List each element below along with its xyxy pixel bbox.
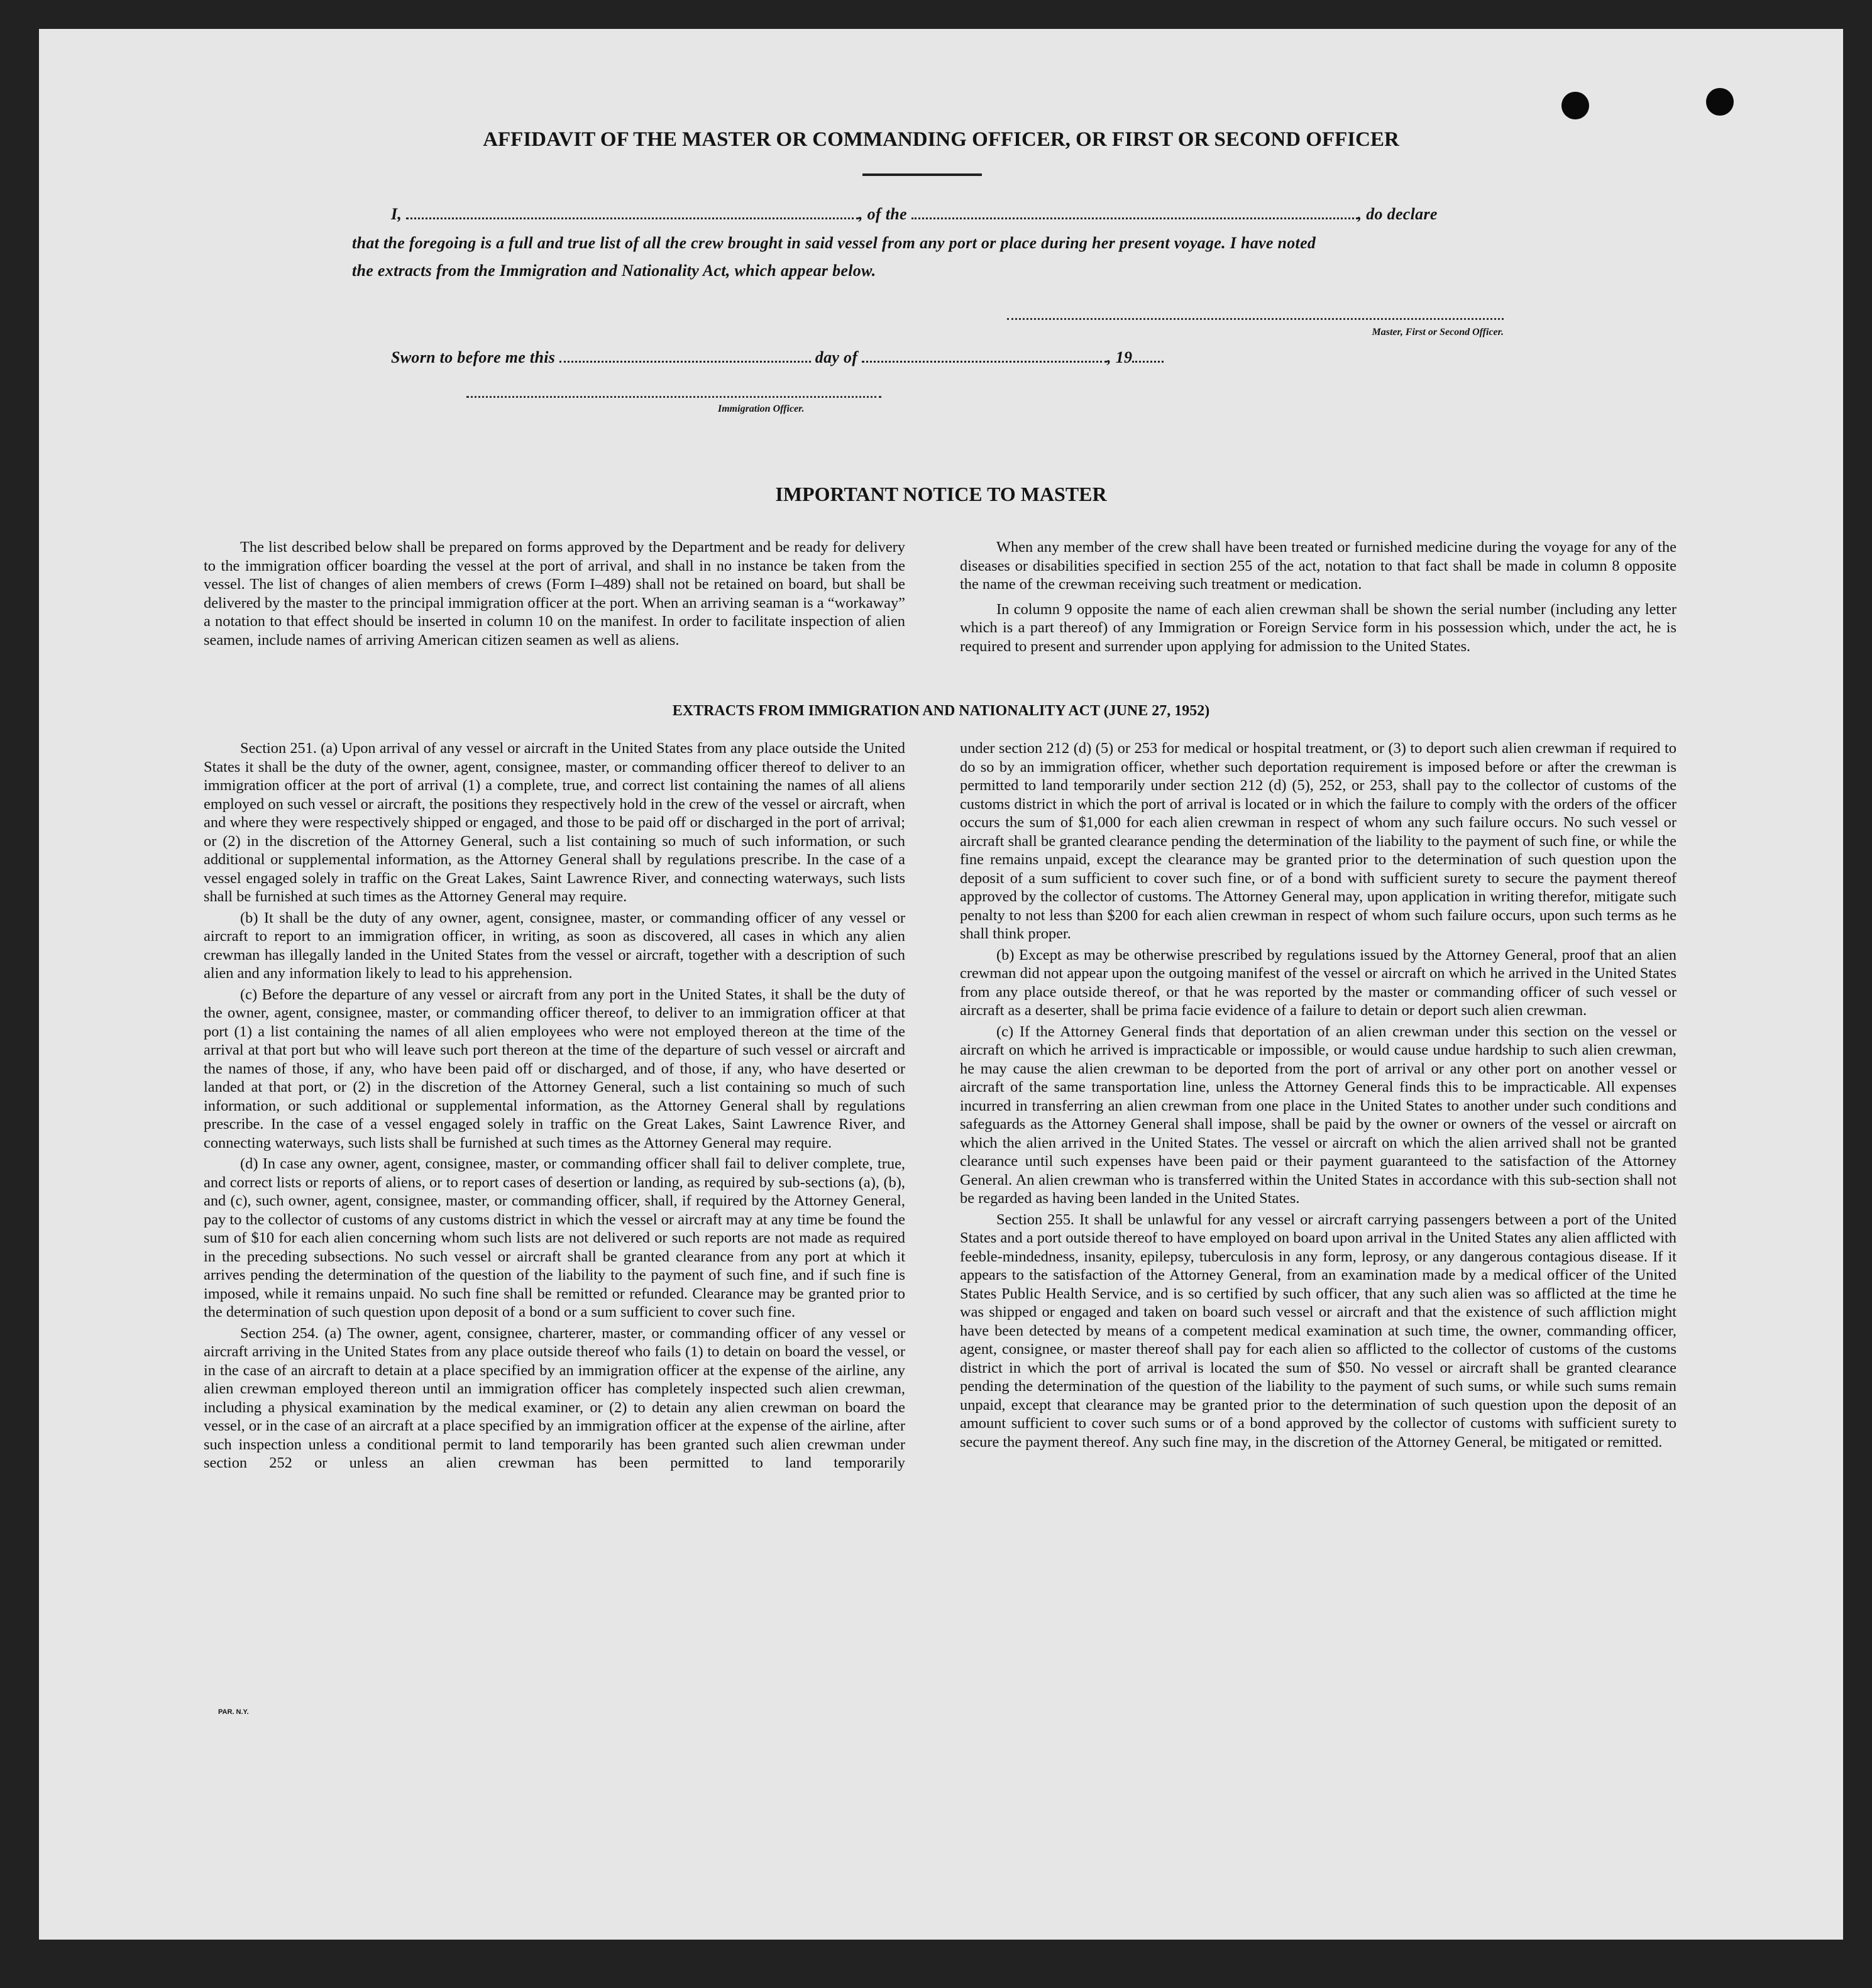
vessel-field[interactable] [911,206,1358,219]
sworn-line [391,348,1271,367]
punch-hole-right [1706,88,1734,116]
month-field[interactable] [862,349,1107,363]
punch-hole-left [1561,92,1589,119]
label-sworn: Sworn to before me this [391,348,556,366]
notice-left-column [204,538,905,652]
section-254-a-cont: under section 212 (d) (5) or 253 for medical or hospital treatment, or (3) to deport such alien crewman if required to do so by an immigration officer, whether such deportation requirement is imposed before or after the crewman is permitted to land temporarily under section 212 (d) (5), 252, or 253, shall pay to the collector of customs of the customs district in which the port of arrival is located or in which the failure to comply with the orders of the officer occurs the sum of $1,000 for each alien crewman in respect of whom any such failure occurs. No such vessel or aircraft shall be granted clearance pending the determination of the liability to the payment of such fine, or while the fine remains unpaid, except the clearance may be granted prior to the determination of such question upon the deposit of a sum sufficient to cover such fine, or of a bond with sufficient surety to secure the payment thereof approved by the collector of customs. The Attorney General may, upon application in writing therefor, mitigate such penalty to not less than $200 for each alien crewman in respect of whom such failure occurs, upon such terms as he shall think proper. [960,740,1677,942]
notice-left-para: The list described below shall be prepared on forms approved by the Department and be ready for delivery to the immigration officer boarding the vessel at the port of arrival, and shall in no instance be taken from the vessel. The list of changes of alien members of crews (Form I–489) shall not be retained on board, but shall be delivered by the master to the principal immigration officer at the port. When an arriving seaman is a “workaway” a notation to that effect should be inserted in column 10 on the manifest. In order to facilitate inspection of alien seamen, include names of arriving American citizen seamen as well as aliens. [204,539,905,649]
officer-signature-label: Immigration Officer. [718,404,805,414]
section-251-c: (c) Before the departure of any vessel or aircraft from any port in the United States, it shall be the duty of the owner, agent, consignee, master, or commanding officer thereof, to deliver to an immigration officer at that port (1) a list containing the names of all alien employees who were not employed thereon at the time of the arrival at that port but who will leave such port thereon at the time of the departure of such vessel or aircraft and the names of those, if any, who have been paid off or discharged, and of those, if any, who have deserted or landed at that port, or (2) in the discretion of the Attorney General, such a list containing so much of such information, or such additional or supplemental information, as the Attorney General shall by regulations prescribe. In the case of a vessel engaged solely in traffic on the Great Lakes, Saint Lawrence River, and connecting waterways, such lists shall be furnished at such times as the Attorney General may require. [204,986,905,1151]
printer-mark: PAR. N.Y. [218,1708,249,1716]
label-day-of: day of [815,348,858,366]
extracts-right-column [960,739,1677,1454]
year-field[interactable] [1132,349,1164,363]
affidavit-line2: that the foregoing is a full and true list of all the crew brought in said vessel from any port or place during her present voyage. I have noted [352,234,1316,252]
notice-right-para: In column 9 opposite the name of each alien crewman shall be shown the serial number (including any letter which is a part thereof) of any Immigration or Foreign Service form in his possession which, under the act, he is required to present and surrender upon applying for admission to the United States. [960,600,1677,655]
notice-title: IMPORTANT NOTICE TO MASTER [775,483,1107,505]
notice-right-column [960,538,1677,658]
affidavit-title: AFFIDAVIT OF THE MASTER OR COMMANDING OFFICER, OR FIRST OR SECOND OFFICER [483,128,1399,151]
officer-signature-line[interactable] [466,396,881,398]
affidavit-line1 [391,205,1541,224]
section-255: Section 255. It shall be unlawful for any vessel or aircraft carrying passengers between a port of the United States and a port outside thereof to have employed on board upon arrival in the United States any alien afflicted with feeble-mindedness, insanity, epilepsy, tuberculosis in any form, leprosy, or any dangerous contagious disease. If it appears to the satisfaction of the Attorney General, from an examination made by a medical officer of the United States Public Health Service, and is so certified by such officer, that any such alien was so afflicted at the time he was shipped or engaged and taken on board such vessel or aircraft and that the existence of such affliction might have been detected by means of a competent medical examination at such time, the owner, commanding officer, agent, consignee, or master thereof shall pay for each alien so afflicted to the collector of customs of the customs district in which the port of arrival is located the sum of $50. No vessel or aircraft shall be granted clearance pending the determination of the question of the liability to the payment of such sums, or while such sums remain unpaid, except that clearance may be granted prior to the determination of such question upon the deposit of an amount sufficient to cover such sums or of a bond approved by the collector of customs with sufficient surety to secure the payment thereof. Any such fine may, in the discretion of the Attorney General, be mitigated or remitted. [960,1211,1677,1451]
section-251-a: Section 251. (a) Upon arrival of any vessel or aircraft in the United States from any place outside the United States it shall be the duty of the owner, agent, consignee, master, or commanding officer thereof to deliver to an immigration officer at the port of arrival (1) a complete, true, and correct list containing the names of all aliens employed on such vessel or aircraft, the positions they respectively hold in the crew of the vessel or aircraft, when and where they were respectively shipped or engaged, and those to be paid off or discharged in the port of arrival; or (2) in the discretion of the Attorney General, such a list containing so much of such information, or such additional or supplemental information, as the Attorney General shall by regulations prescribe. In the case of a vessel engaged solely in traffic on the Great Lakes, Saint Lawrence River, and connecting waterways, such lists shall be furnished at such times as the Attorney General may require. [204,740,905,905]
day-field[interactable] [559,349,811,363]
extracts-left-column [204,739,905,1475]
name-field[interactable] [406,206,859,219]
label-i: I, [391,205,402,223]
master-signature-line[interactable] [1007,318,1504,320]
section-254-a: Section 254. (a) The owner, agent, consignee, charterer, master, or commanding officer of any vessel or aircraft arriving in the United States from any place outside thereof who fails (1) to detain on board the vessel, or in the case of an aircraft to detain at a place specified by an immigration officer at the expense of the airline, any alien crewman employed thereon until an immigration officer has completely inspected such alien crewman, including a physical examination by the medical examiner, or (2) to detain any alien crewman on board the vessel, or in the case of an aircraft at a place specified by an immigration officer at the expense of the airline, after such inspection unless a conditional permit to land temporarily has been granted such alien crewman under section 252 or unless an alien crewman has been permitted to land temporarily [204,1324,905,1471]
label-of-the: , of the [859,205,907,223]
form-page [39,29,1843,1940]
section-251-d: (d) In case any owner, agent, consignee, master, or commanding officer shall fail to deliver complete, true, and correct lists or reports of aliens, or to report cases of desertion or landing, as required by sub-sections (a), (b), and (c), such owner, agent, consignee, master, or commanding officer, shall, if required by the Attorney General, pay to the collector of customs of any customs district in which the vessel or aircraft may at any time be found the sum of $10 for each alien concerning whom such lists are not delivered or such reports are not made as required in the preceding subsections. No such vessel or aircraft shall be granted clearance from any port at which it arrives pending the determination of the question of the liability to the payment of such fine, and if such fine is imposed, while it remains unpaid. No such fine shall be remitted or refunded. Clearance may be granted prior to the determination of such question upon deposit of a bond or a sum sufficient to cover such fine. [204,1155,905,1321]
notice-right-para: When any member of the crew shall have been treated or furnished medicine during the voyage for any of the diseases or disabilities specified in section 255 of the act, notation to that fact shall be made in column 8 opposite the name of the crewman receiving such treatment or medication. [960,539,1677,593]
label-do-declare: , do declare [1357,205,1438,223]
master-signature-label: Master, First or Second Officer. [1372,327,1504,338]
affidavit-line3: the extracts from the Immigration and Nationality Act, which appear below. [352,261,876,280]
section-254-c: (c) If the Attorney General finds that deportation of an alien crewman under this section on the vessel or aircraft on which he arrived is impracticable or impossible, or would cause undue hardship to such alien crewman, he may cause the alien crewman to be deported from the port of arrival or any other port on another vessel or aircraft of the same transportation line, unless the Attorney General finds this to be impracticable. All expenses incurred in transferring an alien crewman from one place in the United States to another under such conditions and safeguards as the Attorney General shall impose, shall be paid by the owner or owners of the vessel or aircraft on which the alien arrived in the United States. The vessel or aircraft on which the alien arrived shall not be granted clearance until such expenses have been paid or their payment guaranteed to the satisfaction of the Attorney General. An alien crewman who is transferred within the United States in accordance with this sub-section shall not be regarded as having been landed in the United States. [960,1023,1677,1207]
section-254-b: (b) Except as may be otherwise prescribed by regulations issued by the Attorney General, proof that an alien crewman did not appear upon the outgoing manifest of the vessel or aircraft on which he arrived in the United States from any place outside thereof, or that he was reported by the master or commanding officer of such vessel or aircraft as a deserter, shall be prima facie evidence of a failure to detain or deport such alien crewman. [960,946,1677,1019]
title-underline [862,173,982,176]
section-251-b: (b) It shall be the duty of any owner, agent, consignee, master, or commanding officer of any vessel or aircraft to report to an immigration officer, in writing, as soon as discovered, all cases in which any alien crewman has illegally landed in the United States from the vessel or aircraft, together with a description of such alien and any information likely to lead to his apprehension. [204,909,905,982]
extracts-title: EXTRACTS FROM IMMIGRATION AND NATIONALITY ACT (JUNE 27, 1952) [672,703,1210,719]
label-year: , 19 [1107,348,1133,366]
